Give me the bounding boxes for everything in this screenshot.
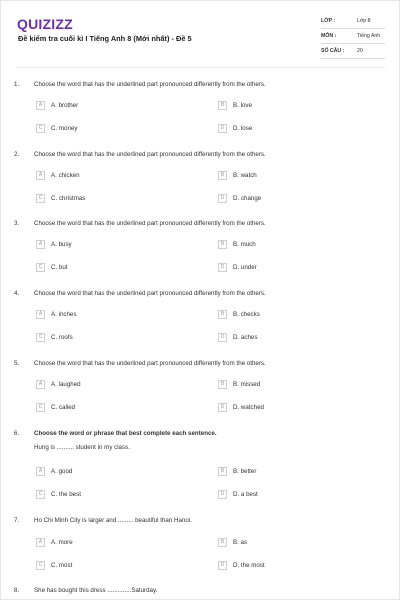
question-instruction: Choose the word or phrase that best complete each sentence. — [34, 430, 217, 437]
option-letter-box: D — [218, 124, 227, 133]
option-letter-box: B — [218, 171, 227, 180]
question-number: 8. — [14, 587, 20, 594]
question-number: 5. — [14, 360, 20, 367]
option-letter-box: D — [218, 333, 227, 342]
meta-value: 20 — [357, 48, 363, 54]
meta-value: Lớp 8 — [357, 18, 371, 24]
option-letter-box: D — [218, 490, 227, 499]
option-text: C. most — [51, 562, 73, 569]
header-divider — [17, 67, 385, 68]
quizizz-logo: QUIZIZZ — [17, 16, 73, 32]
question-text: Choose the word that has the underlined part pronounced differently from the others. — [34, 290, 266, 297]
meta-key: LỚP : — [321, 18, 336, 24]
question-number: 4. — [14, 290, 20, 297]
page-title: Đề kiểm tra cuối kì I Tiếng Anh 8 (Mới nhất) - Đề 5 — [18, 34, 192, 43]
question-number: 7. — [14, 517, 20, 524]
option-letter-box: C — [36, 194, 45, 203]
meta-row-class — [321, 14, 385, 29]
option-letter-box: B — [218, 467, 227, 476]
option-text: B. checks — [233, 311, 260, 318]
option-letter-box: D — [218, 561, 227, 570]
question-number: 2. — [14, 151, 20, 158]
option-text: A. brother — [51, 102, 79, 109]
option-letter-box: C — [36, 263, 45, 272]
option-letter-box: C — [36, 490, 45, 499]
option-text: C. but — [51, 264, 68, 271]
option-text: B. missed — [233, 381, 261, 388]
option-letter-box: C — [36, 403, 45, 412]
meta-key: MÔN : — [321, 33, 337, 39]
option-letter-box: A — [36, 171, 45, 180]
meta-row-question-count — [321, 44, 385, 59]
option-text: A. inches — [51, 311, 77, 318]
option-letter-box: D — [218, 263, 227, 272]
question-text: Choose the word that has the underlined part pronounced differently from the others. — [34, 360, 266, 367]
option-letter-box: C — [36, 333, 45, 342]
option-text: C. called — [51, 404, 76, 411]
option-text: A. good — [51, 468, 73, 475]
option-text: D. change — [233, 195, 262, 202]
option-letter-box: B — [218, 101, 227, 110]
option-letter-box: A — [36, 467, 45, 476]
option-text: D. watched — [233, 404, 264, 411]
option-text: C. the best — [51, 491, 81, 498]
option-letter-box: A — [36, 310, 45, 319]
option-text: B. much — [233, 241, 256, 248]
option-letter-box: A — [36, 380, 45, 389]
meta-key: SỐ CÂU : — [321, 48, 345, 54]
option-text: A. busy — [51, 241, 72, 248]
option-text: C. roofs — [51, 334, 73, 341]
option-text: A. laughed — [51, 381, 81, 388]
option-letter-box: A — [36, 240, 45, 249]
option-text: B. as — [233, 539, 248, 546]
option-text: D. lose — [233, 125, 253, 132]
option-text: A. more — [51, 539, 73, 546]
question-text: She has bought this dress ..............Saturday. — [34, 587, 158, 594]
option-letter-box: A — [36, 101, 45, 110]
option-letter-box: D — [218, 403, 227, 412]
question-text: Choose the word that has the underlined part pronounced differently from the others. — [34, 151, 266, 158]
option-text: A. chicken — [51, 172, 80, 179]
option-text: B. better — [233, 468, 257, 475]
meta-value: Tiếng Anh — [357, 33, 381, 39]
option-text: D. under — [233, 264, 257, 271]
worksheet-meta — [321, 14, 385, 59]
option-letter-box: D — [218, 194, 227, 203]
option-letter-box: A — [36, 538, 45, 547]
question-text: Choose the word that has the underlined part pronounced differently from the others. — [34, 220, 266, 227]
option-letter-box: B — [218, 380, 227, 389]
option-letter-box: B — [218, 240, 227, 249]
option-text: C. money — [51, 125, 78, 132]
option-text: B. love — [233, 102, 252, 109]
option-text: D. the most — [233, 562, 265, 569]
option-letter-box: B — [218, 310, 227, 319]
question-text: Choose the word that has the underlined part pronounced differently from the others. — [34, 81, 266, 88]
question-text: Ho Chi Minh City is larger and ......... beautiful than Hanoi. — [34, 517, 192, 524]
option-letter-box: C — [36, 124, 45, 133]
option-letter-box: C — [36, 561, 45, 570]
option-letter-box: B — [218, 538, 227, 547]
question-number: 3. — [14, 220, 20, 227]
meta-row-subject — [321, 29, 385, 44]
option-text: C. christmas — [51, 195, 86, 202]
question-number: 1. — [14, 81, 20, 88]
question-text: Hung is .......... student in my class. — [34, 444, 130, 451]
option-text: B. watch — [233, 172, 257, 179]
question-number: 6. — [14, 430, 20, 437]
option-text: D. a best — [233, 491, 258, 498]
option-text: D. aches — [233, 334, 258, 341]
